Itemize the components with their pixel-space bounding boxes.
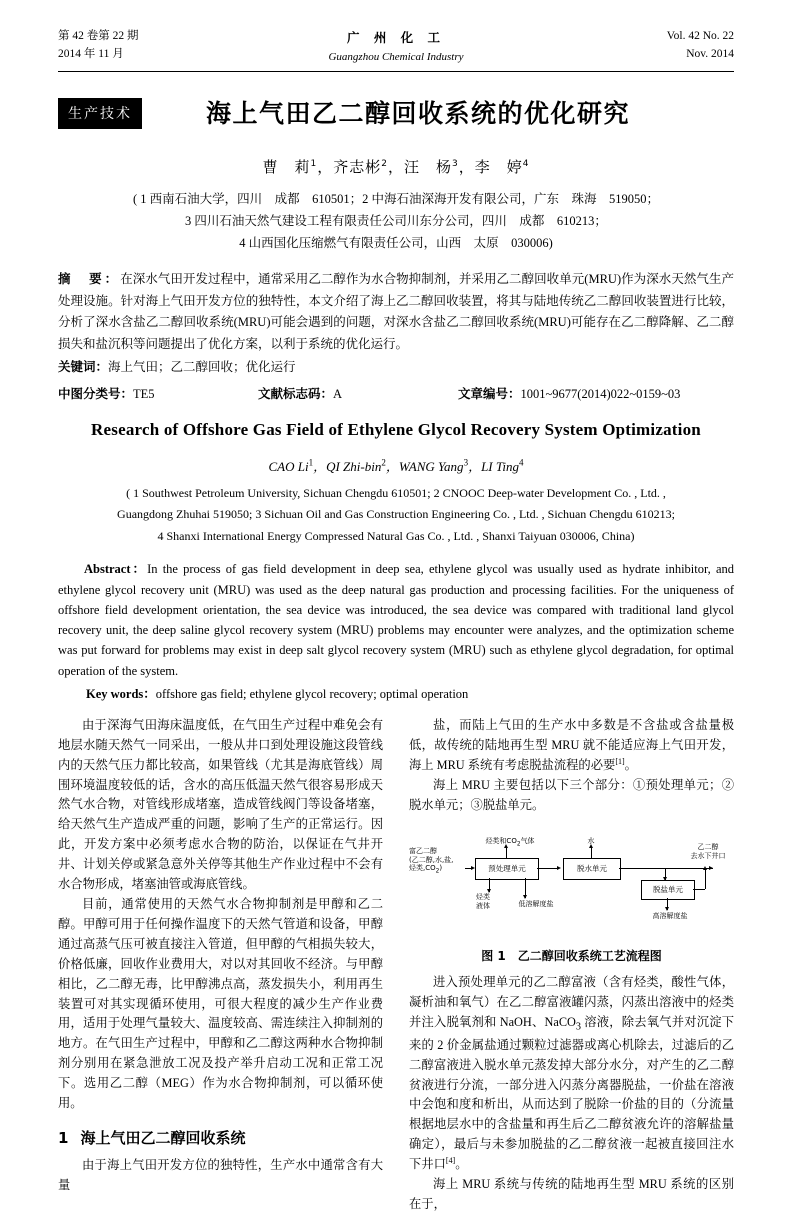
journal-volume-block xyxy=(58,28,228,64)
affiliation-line-en: 4 Shanxi International Energy Compressed Natural Gas Co. , Ltd. , Shanxi Taiyuan 030006, China) xyxy=(157,528,635,543)
diagram-arrow-lean-glycol-out xyxy=(709,866,713,870)
affiliation-line: 3 四川石油天然气建设工程有限责任公司川东分公司，四川 成都 610213； xyxy=(185,214,607,229)
page-title-en: Research of Offshore Gas Field of Ethylene Glycol Recovery System Optimization xyxy=(91,419,701,439)
clc-label: 中图分类号： xyxy=(58,386,134,401)
figure-caption: 图 1 乙二醇回收系统工艺流程图 xyxy=(481,949,662,964)
diagram-arrow-desalt-return xyxy=(703,866,707,870)
clc-value: TE5 xyxy=(133,386,155,401)
diagram-label-water: 水 xyxy=(587,837,595,846)
title-row xyxy=(58,94,734,130)
abstract-cn-text: 在深水气田开发过程中，通常采用乙二醇作为水合物抑制剂，并采用乙二醇回收单元(MRU)作为深水天然气生产处理设施。针对海上气田开发方位的独特性，本文介绍了海上乙二醇回收装置，将其与陆地传统乙二醇回收装置进行比较，分析了深水含盐乙二醇回收系统(MRU)可能会遇到的问题，对深水含盐乙二醇回收系统(MRU)可能存在乙二醇降解、乙二醇损失和盐沉积等问题提出了优化方案，以利于系统的优化运行。 xyxy=(58,272,734,351)
diagram-arrow-pretreat-dehydrate xyxy=(557,866,561,870)
category-tag: 生产技术 xyxy=(58,98,142,129)
keywords-en-label: Key words： xyxy=(86,686,156,701)
journal-name-block xyxy=(228,28,564,66)
diagram-label-rich-glycol: 富乙二醇 (乙二醇,水,盐, 烃类$,CO_2$) xyxy=(409,847,454,875)
diagram-label-low-salt: 低溶解度盐 xyxy=(518,900,554,909)
diagram-label-hc-co2-gas: 烃类和$CO_2$气体 xyxy=(485,837,535,848)
diagram-arrow-inlet xyxy=(471,866,475,870)
doc-code xyxy=(258,384,458,402)
diagram-arrow-branch-desalt xyxy=(663,877,667,881)
diagram-line-pretreat-dehydrate xyxy=(537,868,557,869)
diagram-box-pretreatment: 预处理单元 xyxy=(475,858,539,880)
diagram-arrow-gas-out xyxy=(504,844,508,848)
abstract-en xyxy=(58,559,734,681)
keywords-cn-text: 海上气田；乙二醇回收；优化运行 xyxy=(108,360,296,375)
article-id-label: 文章编号： xyxy=(458,386,521,401)
journal-name-en: Guangzhou Chemical Industry xyxy=(328,51,464,64)
figure-1 xyxy=(409,825,734,966)
page-title: 海上气田乙二醇回收系统的优化研究 xyxy=(205,99,630,129)
abstract-cn-label: 摘 要： xyxy=(58,272,121,287)
diagram-label-lean-glycol-out: 乙二醇 去水下井口 xyxy=(690,843,726,860)
abstract-en-text: In the process of gas field development in deep sea, ethylene glycol was usually used as hydrate inhibitor, and ethylene glycol recovery unit (MRU) was used as the deep natural gas production and processing facilities. For the uniqueness of offshore field development orientation, the sea device was introduced, the sea device was compared with traditional land glycol recovery unit, the deep saline glycol recovery system (MRU) problems may encounter were analyzes, and the optimization scheme was put forward for problems may exist in deep salt glycol recovery system (MRU) such as ethylene glycol degradation, for optimal operation of the system. xyxy=(58,562,734,678)
section-heading xyxy=(58,1126,383,1150)
journal-issue-block xyxy=(564,28,734,64)
journal-volume: 第 42 卷第 22 期 xyxy=(58,30,139,42)
affiliation-line-en: ( 1 Southwest Petroleum University, Sichuan Chengdu 610501; 2 CNOOC Deep-water Development Co. , Ltd. , xyxy=(126,485,666,500)
affiliations-cn xyxy=(58,189,734,255)
doc-value: A xyxy=(333,386,343,401)
abstract-en-label: Abstract： xyxy=(84,562,148,577)
diagram-line-dehydrate-out xyxy=(619,868,665,869)
keywords-en xyxy=(58,684,734,704)
body-paragraph: 盐，而陆上气田的生产水中多数是不含盐或含盐量极低，故传统的陆地再生型 MRU 就不能适应海上气田开发，海上 MRU 系统有考虑脱盐流程的必要[1]。 xyxy=(409,717,734,772)
body-columns xyxy=(58,716,734,1215)
diagram-line-water-out xyxy=(591,847,592,858)
article-id xyxy=(458,384,734,402)
clc-number xyxy=(58,384,258,402)
journal-date-en: Nov. 2014 xyxy=(686,47,734,60)
diagram-arrow-low-salt xyxy=(523,895,527,899)
diagram-line-desalt-return xyxy=(693,889,705,890)
abstract-cn xyxy=(58,269,734,355)
diagram-arrow-water-out xyxy=(589,844,593,848)
body-paragraph: 由于深海气田海床温度低，在气田生产过程中难免会有地层水随天然气一同采出，一般从井口到处理设施这段管线内的天然气压力都比较高，如果管线（尤其是海底管线）周围环境温度较低的话，含水的高压低温天然气很容易形成天然气水合物，对管线形成堵塞，造成管线阀门等设备堵塞，给天然气生产造成严重的问题，影响了生产的正常运行。因此，开发方案中必须考虑水合物的防治，以保证在气井开井、计划关停或紧急意外关停等其他生产作业过程中不会有水合物形成，堵塞油管或海底管线。 xyxy=(58,717,383,892)
body-paragraph: 进入预处理单元的乙二醇富液（含有烃类，酸性气体，凝析油和氧气）在乙二醇富液罐闪蒸，闪蒸出溶液中的烃类并注入脱氧剂和 NaOH、NaCO$_3$ 溶液，除去氧气并对沉淀下来的 2 价金属盐通过颗粒过滤器或离心机除去，过滤后的乙二醇富液进入脱水单元蒸发掉大部分水分，对产生的乙二醇贫液进行分流，一部分进入闪蒸分离器脱盐，一价盐在溶液中会饱和度和析出，从而达到了脱除一价盐的目的（分流量根据地层水中的含盐量和再生后乙二醇贫液允许的溶解盐量确定），最后与未参加脱盐的乙二醇贫液一起被直接回注水下井口[4]。 xyxy=(409,974,734,1172)
section-number: 1 xyxy=(58,1128,69,1147)
keywords-en-text: offshore gas field; ethylene glycol recovery; optimal operation xyxy=(155,686,469,701)
affiliation-line-en: Guangdong Zhuhai 519050; 3 Sichuan Oil and Gas Construction Engineering Co. , Ltd. , Sichuan Chengdu 610213; xyxy=(117,507,675,522)
classification-row xyxy=(58,384,734,402)
doc-label: 文献标志码： xyxy=(258,386,334,401)
journal-date-cn: 2014 年 11 月 xyxy=(58,47,124,60)
diagram-arrow-high-salt xyxy=(665,907,669,911)
header-divider xyxy=(58,71,734,72)
diagram-line-desalt-return-up xyxy=(705,869,706,889)
journal-header xyxy=(58,28,734,66)
body-paragraph: 海上 MRU 主要包括以下三个部分：①预处理单元；②脱水单元；③脱盐单元。 xyxy=(409,777,734,812)
journal-vol-en: Vol. 42 No. 22 xyxy=(666,30,734,42)
keywords-cn xyxy=(58,357,734,379)
body-paragraph: 由于海上气田开发方位的独特性，生产水中通常含有大量 xyxy=(58,1158,383,1193)
affiliation-line: ( 1 西南石油大学，四川 成都 610501；2 中海石油深海开发有限公司，广东 珠海 519050； xyxy=(132,192,660,207)
affiliations-en xyxy=(58,483,734,548)
article-id-value: 1001~9677(2014)022~0159~03 xyxy=(520,386,681,401)
diagram-label-high-salt: 高溶解度盐 xyxy=(652,912,688,921)
section-title: 海上气田乙二醇回收系统 xyxy=(80,1128,246,1147)
diagram-line-gas-out xyxy=(506,847,507,858)
affiliation-line: 4 山西国化压缩燃气有限责任公司，山西 太原 030006) xyxy=(239,236,553,251)
body-paragraph: 目前，通常使用的天然气水合物抑制剂是甲醇和乙二醇。甲醇可用于任何操作温度下的天然气管道和设备，甲醇通过高蒸气压可被直接注入管道，但甲醇的气相损失较大，价格低廉，回收作业费用大，对以对其回收不经济。与甲醇相比，乙二醇无毒，比甲醇沸点高，蒸发损失小，利用再生装置可对其实现循环使用，可很大程度的减少生产作业费用，适用于处理气量较大、温度较高、需连续注入抑制剂的地方。在气田生产过程中，甲醇和乙二醇这两种水合物抑制剂分别用在紧急泄放工况及投产举升启动工况和正常工况下。选用乙二醇（MEG）作为水合物抑制剂，可以循环使用。 xyxy=(58,896,383,1111)
left-column xyxy=(58,716,383,1215)
figure-diagram xyxy=(409,825,734,943)
diagram-box-dehydration: 脱水单元 xyxy=(563,858,621,880)
journal-name-cn: 广 州 化 工 xyxy=(346,30,446,45)
authors-en: CAO Li$^1$，QI Zhi-bin$^2$，WANG Yang$^3$，LI Ting$^4$ xyxy=(268,457,524,474)
right-column xyxy=(409,716,734,1215)
body-paragraph: 海上 MRU 系统与传统的陆地再生型 MRU 系统的区别在于， xyxy=(409,1177,734,1212)
diagram-box-desalination: 脱盐单元 xyxy=(641,880,695,900)
keywords-cn-label: 关键词： xyxy=(58,360,109,375)
diagram-label-hc-liquid: 烃类 液体 xyxy=(476,893,490,910)
authors-cn: 曹 莉$^1$，齐志彬$^2$，汪 杨$^3$，李 婷$^4$ xyxy=(262,158,530,177)
